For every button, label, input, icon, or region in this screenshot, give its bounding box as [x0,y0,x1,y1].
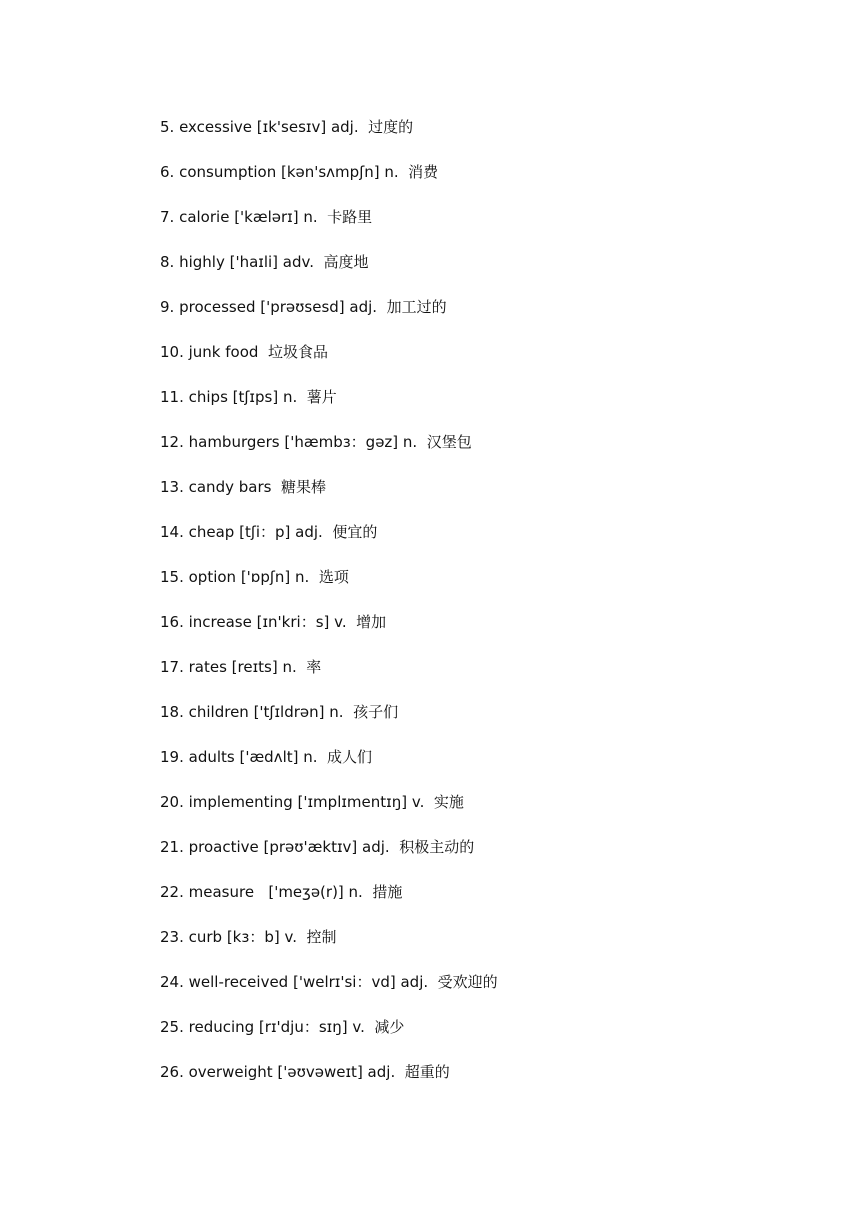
vocab-entry-26: 26. overweight ['əʊvəweɪt] adj. 超重的 [160,1063,450,1081]
vocab-entry-23: 23. curb [kɜ：b] v. 控制 [160,928,337,946]
vocab-entry-15: 15. option ['ɒpʃn] n. 选项 [160,568,349,586]
vocab-entry-11: 11. chips [tʃɪps] n. 薯片 [160,388,337,406]
vocab-entry-7: 7. calorie ['kælərɪ] n. 卡路里 [160,208,373,226]
vocab-entry-17: 17. rates [reɪts] n. 率 [160,658,322,676]
vocab-entry-19: 19. adults ['ædʌlt] n. 成人们 [160,748,373,766]
vocab-entry-8: 8. highly ['haɪli] adv. 高度地 [160,253,369,271]
vocab-entry-13: 13. candy bars 糖果棒 [160,478,326,496]
vocab-entry-14: 14. cheap [tʃi：p] adj. 便宜的 [160,523,378,541]
vocabulary-list [160,113,498,1103]
vocab-entry-18: 18. children ['tʃɪldrən] n. 孩子们 [160,703,399,721]
vocab-entry-10: 10. junk food 垃圾食品 [160,343,328,361]
vocab-entry-20: 20. implementing ['ɪmplɪmentɪŋ] v. 实施 [160,793,464,811]
vocab-entry-24: 24. well-received ['welrɪ'si：vd] adj. 受欢迎的 [160,973,498,991]
vocab-entry-25: 25. reducing [rɪ'dju：sɪŋ] v. 减少 [160,1018,405,1036]
vocab-entry-12: 12. hamburgers ['hæmbɜ：gəz] n. 汉堡包 [160,433,472,451]
vocab-entry-5: 5. excessive [ɪk'sesɪv] adj. 过度的 [160,118,414,136]
vocab-entry-6: 6. consumption [kən'sʌmpʃn] n. 消费 [160,163,439,181]
vocab-entry-22: 22. measure ['meʒə(r)] n. 措施 [160,883,403,901]
vocab-entry-9: 9. processed ['prəʊsesd] adj. 加工过的 [160,298,447,316]
vocab-entry-21: 21. proactive [prəʊ'æktɪv] adj. 积极主动的 [160,838,475,856]
vocab-entry-16: 16. increase [ɪn'kri：s] v. 增加 [160,613,387,631]
